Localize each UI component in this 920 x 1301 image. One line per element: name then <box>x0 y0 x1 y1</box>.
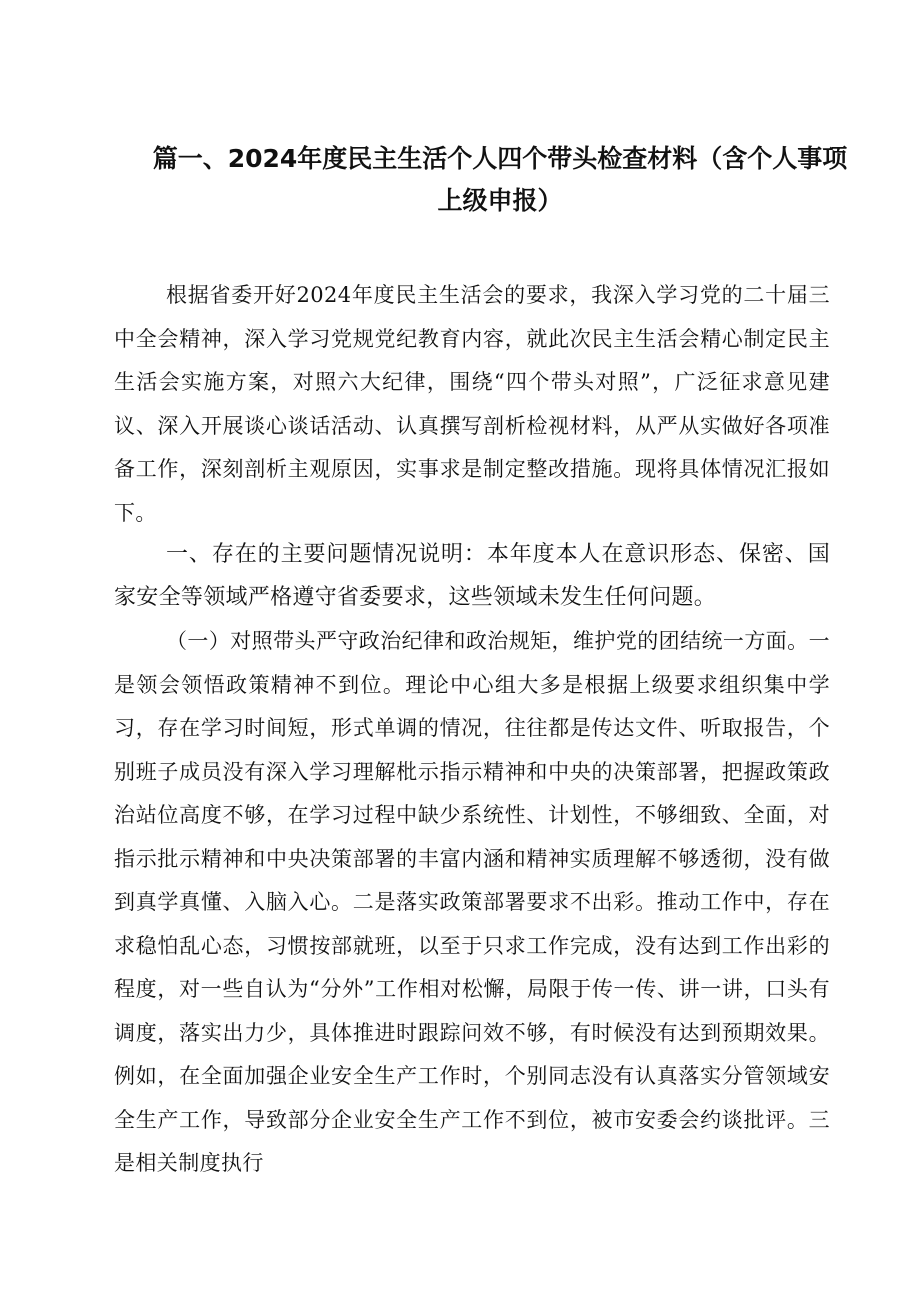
intro-paragraph: 根据省委开好2024年度民主生活会的要求，我深入学习党的二十届三中全会精神，深入学习党规党纪教育内容，就此次民主生活会精心制定民主生活会实施方案，对照六大纪律，围绕“四个带头对照”，广泛征求意见建议、深入开展谈心谈话活动、认真撰写剖析检视材料，从严从实做好各项准备工作，深刻剖析主观原因，实事求是制定整改措施。现将具体情况汇报如下。 <box>114 283 830 525</box>
subsection-paragraph: （一）对照带头严守政治纪律和政治规矩，维护党的团结统一方面。一是领会领悟政策精神不到位。理论中心组大多是根据上级要求组织集中学习，存在学习时间短，形式单调的情况，往往都是传达文件、听取报告，个别班子成员没有深入学习理解枇示指示精神和中央的决策部署，把握政策政治站位高度不够，在学习过程中缺少系统性、计划性，不够细致、全面，对指示批示精神和中央决策部署的丰富内涵和精神实质理解不够透彻，没有做到真学真懂、入脑入心。二是落实政策部署要求不出彩。推动工作中，存在求稳怕乱心态，习惯按部就班，以至于只求工作完成，没有达到工作出彩的程度，对一些自认为“分外”工作相对松懈，局限于传一传、讲一讲，口头有调度，落实出力少，具体推进时跟踪问效不够，有时候没有达到预期效果。例如，在全面加强企业安全生产工作时，个别同志没有认真落实分管领域安全生产工作，导致部分企业安全生产工作不到位，被市安委会约谈批评。三是相关制度执行 <box>114 629 830 1175</box>
section-heading: 一、存在的主要问题情况说明：本年度本人在意识形态、保密、国家安全等领域严格遵守省委要求，这些领域未发生任何问题。 <box>114 542 830 610</box>
document-title: 篇一、2024年度民主生活个人四个带头检查材料（含个人事项上级申报） <box>152 144 848 215</box>
